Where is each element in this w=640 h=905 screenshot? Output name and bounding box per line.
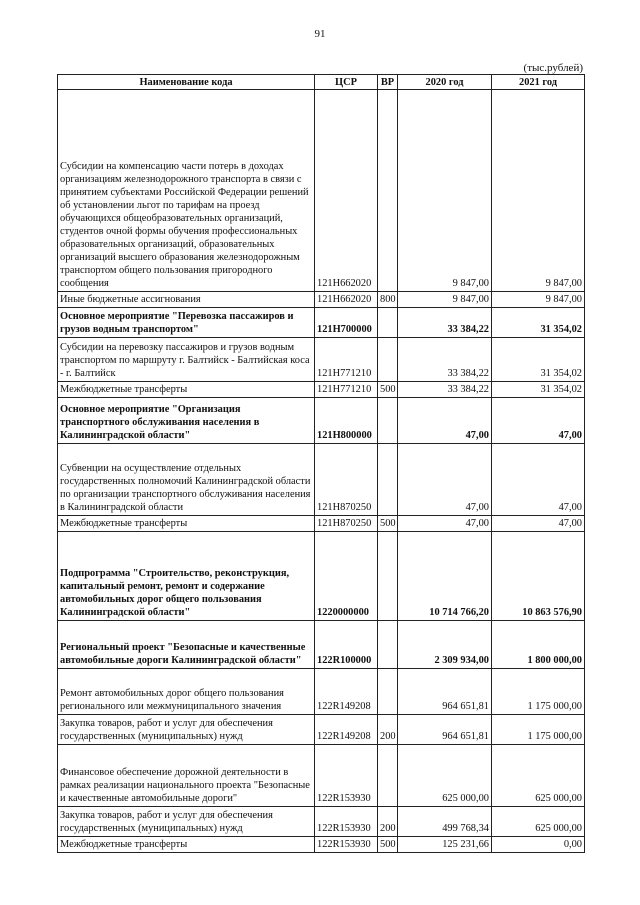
cell-csr: 121Н800000 bbox=[315, 398, 378, 444]
cell-2021: 47,00 bbox=[492, 516, 585, 532]
cell-vr bbox=[378, 669, 398, 715]
cell-name: Подпрограмма "Строительство, реконструкция, капитальный ремонт, ремонт и содержание автомобильных дорог общего пользования Калининградской области" bbox=[58, 532, 315, 621]
cell-csr: 122R153930 bbox=[315, 807, 378, 837]
cell-2020: 47,00 bbox=[398, 444, 492, 516]
cell-2021: 31 354,02 bbox=[492, 382, 585, 398]
table-row bbox=[58, 621, 585, 669]
cell-csr: 1220000000 bbox=[315, 532, 378, 621]
table-row bbox=[58, 338, 585, 382]
cell-vr bbox=[378, 532, 398, 621]
cell-vr bbox=[378, 444, 398, 516]
cell-2020: 33 384,22 bbox=[398, 308, 492, 338]
cell-name: Финансовое обеспечение дорожной деятельности в рамках реализации национального проекта "Безопасные и качественные автомобильные дороги" bbox=[58, 745, 315, 807]
cell-name: Иные бюджетные ассигнования bbox=[58, 292, 315, 308]
cell-2020: 47,00 bbox=[398, 398, 492, 444]
cell-vr bbox=[378, 90, 398, 292]
table-row bbox=[58, 444, 585, 516]
page-number: 91 bbox=[314, 28, 326, 40]
cell-csr: 122R149208 bbox=[315, 669, 378, 715]
cell-csr: 121Н700000 bbox=[315, 308, 378, 338]
table-row bbox=[58, 745, 585, 807]
cell-2020: 33 384,22 bbox=[398, 338, 492, 382]
units-label: (тыс.рублей) bbox=[523, 62, 583, 74]
cell-2020: 9 847,00 bbox=[398, 90, 492, 292]
cell-vr: 500 bbox=[378, 516, 398, 532]
cell-vr bbox=[378, 621, 398, 669]
cell-2020: 964 651,81 bbox=[398, 669, 492, 715]
cell-csr: 122R153930 bbox=[315, 745, 378, 807]
header-row bbox=[58, 75, 585, 90]
cell-name: Закупка товаров, работ и услуг для обеспечения государственных (муниципальных) нужд bbox=[58, 715, 315, 745]
cell-csr: 122R153930 bbox=[315, 837, 378, 853]
cell-2020: 33 384,22 bbox=[398, 382, 492, 398]
cell-vr: 500 bbox=[378, 837, 398, 853]
cell-2021: 31 354,02 bbox=[492, 338, 585, 382]
cell-csr: 121Н870250 bbox=[315, 516, 378, 532]
table-row bbox=[58, 308, 585, 338]
cell-2020: 2 309 934,00 bbox=[398, 621, 492, 669]
cell-name: Субвенции на осуществление отдельных государственных полномочий Калининградской области по организации транспортного обслуживания населения в Калининградской области bbox=[58, 444, 315, 516]
cell-2020: 47,00 bbox=[398, 516, 492, 532]
table-row bbox=[58, 90, 585, 292]
cell-vr bbox=[378, 745, 398, 807]
table-row bbox=[58, 398, 585, 444]
cell-name: Межбюджетные трансферты bbox=[58, 516, 315, 532]
cell-vr bbox=[378, 338, 398, 382]
cell-name: Основное мероприятие "Перевозка пассажиров и грузов водным транспортом" bbox=[58, 308, 315, 338]
header-name: Наименование кода bbox=[58, 75, 315, 90]
table-row bbox=[58, 382, 585, 398]
cell-name: Закупка товаров, работ и услуг для обеспечения государственных (муниципальных) нужд bbox=[58, 807, 315, 837]
cell-csr: 121Н662020 bbox=[315, 90, 378, 292]
header-2021: 2021 год bbox=[492, 75, 585, 90]
table-row bbox=[58, 837, 585, 853]
cell-csr: 122R149208 bbox=[315, 715, 378, 745]
cell-2021: 625 000,00 bbox=[492, 807, 585, 837]
cell-2021: 10 863 576,90 bbox=[492, 532, 585, 621]
cell-2020: 964 651,81 bbox=[398, 715, 492, 745]
header-2020: 2020 год bbox=[398, 75, 492, 90]
table-row bbox=[58, 292, 585, 308]
cell-name: Субсидии на компенсацию части потерь в доходах организациям железнодорожного транспорта в связи с принятием субъектами Российской Федерации решений об установлении льгот по тарифам на проезд обучающихся общеобразовательных организаций, студентов очной формы обучения профессиональных образовательных организаций, образовательных организаций высшего образования железнодорожным транспортом общего пользования пригородного сообщения bbox=[58, 90, 315, 292]
cell-2021: 31 354,02 bbox=[492, 308, 585, 338]
cell-name: Основное мероприятие "Организация транспортного обслуживания населения в Калининградской области" bbox=[58, 398, 315, 444]
cell-name: Межбюджетные трансферты bbox=[58, 382, 315, 398]
cell-2021: 1 175 000,00 bbox=[492, 669, 585, 715]
cell-2020: 10 714 766,20 bbox=[398, 532, 492, 621]
cell-vr: 200 bbox=[378, 807, 398, 837]
cell-2020: 499 768,34 bbox=[398, 807, 492, 837]
cell-2021: 47,00 bbox=[492, 444, 585, 516]
cell-csr: 121Н771210 bbox=[315, 382, 378, 398]
cell-vr: 200 bbox=[378, 715, 398, 745]
table-row bbox=[58, 516, 585, 532]
table-row bbox=[58, 532, 585, 621]
cell-vr bbox=[378, 398, 398, 444]
cell-2020: 625 000,00 bbox=[398, 745, 492, 807]
cell-csr: 121Н662020 bbox=[315, 292, 378, 308]
cell-name: Ремонт автомобильных дорог общего пользования регионального или межмуниципального значения bbox=[58, 669, 315, 715]
cell-2021: 47,00 bbox=[492, 398, 585, 444]
cell-2020: 9 847,00 bbox=[398, 292, 492, 308]
cell-csr: 121Н870250 bbox=[315, 444, 378, 516]
cell-csr: 121Н771210 bbox=[315, 338, 378, 382]
header-vr: ВР bbox=[378, 75, 398, 90]
cell-2021: 1 175 000,00 bbox=[492, 715, 585, 745]
cell-name: Региональный проект "Безопасные и качественные автомобильные дороги Калининградской области" bbox=[58, 621, 315, 669]
cell-2021: 0,00 bbox=[492, 837, 585, 853]
cell-2021: 9 847,00 bbox=[492, 292, 585, 308]
cell-name: Субсидии на перевозку пассажиров и грузов водным транспортом по маршруту г. Балтийск - Балтийская коса - г. Балтийск bbox=[58, 338, 315, 382]
cell-csr: 122R100000 bbox=[315, 621, 378, 669]
cell-2021: 9 847,00 bbox=[492, 90, 585, 292]
cell-2020: 125 231,66 bbox=[398, 837, 492, 853]
cell-vr bbox=[378, 308, 398, 338]
table-row bbox=[58, 715, 585, 745]
table-row bbox=[58, 669, 585, 715]
cell-2021: 625 000,00 bbox=[492, 745, 585, 807]
cell-name: Межбюджетные трансферты bbox=[58, 837, 315, 853]
cell-vr: 800 bbox=[378, 292, 398, 308]
cell-2021: 1 800 000,00 bbox=[492, 621, 585, 669]
header-csr: ЦСР bbox=[315, 75, 378, 90]
table-row bbox=[58, 807, 585, 837]
cell-vr: 500 bbox=[378, 382, 398, 398]
budget-table bbox=[57, 74, 585, 853]
